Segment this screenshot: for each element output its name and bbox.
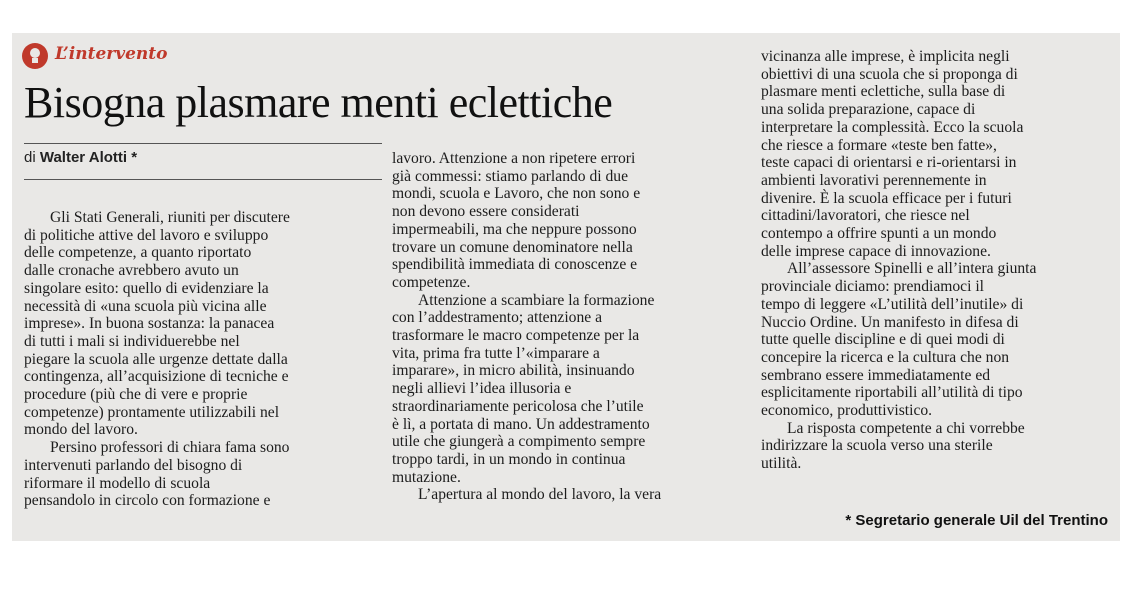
text-line: concepire la ricerca e la cultura che non [761, 348, 1010, 366]
byline-prefix: di [24, 149, 36, 166]
text-line: teste capaci di orientarsi e ri-orientarsi in [761, 154, 1017, 172]
text-line: indirizzare la scuola verso una sterile [761, 437, 993, 455]
byline-top-rule [24, 143, 382, 144]
text-line: esplicitamente riportabili all’utilità di tipo [761, 384, 1023, 402]
headline: Bisogna plasmare menti eclettiche [24, 78, 613, 127]
text-line: mondo del lavoro. [24, 421, 138, 439]
text-line: competenze. [392, 273, 471, 291]
text-line: Attenzione a scambiare la formazione [418, 291, 655, 309]
section-kicker: L’intervento [55, 44, 168, 64]
text-line: trasformare le macro competenze per la [392, 327, 640, 345]
text-line: una solida preparazione, capace di [761, 101, 976, 119]
text-line: lavoro. Attenzione a non ripetere errori [392, 150, 636, 167]
text-line: contingenza, all’acquisizione di tecniche e [24, 368, 289, 386]
text-line: procedure (più che di vere e proprie [24, 386, 248, 404]
text-line: tutte quelle discipline e di quei modi di [761, 331, 1005, 349]
text-line: delle imprese capace di innovazione. [761, 242, 991, 260]
text-line: trovare un comune denominatore nella [392, 238, 633, 256]
newspaper-clipping [12, 33, 1120, 541]
text-line: La risposta competente a chi vorrebbe [787, 419, 1025, 437]
text-line: è lì, a portata di mano. Un addestramento [392, 415, 650, 433]
text-line: plasmare menti eclettiche, sulla base di [761, 83, 1006, 101]
text-line: piegare la scuola alle urgenze dettate dalla [24, 350, 288, 368]
text-line: Persino professori di chiara fama sono [50, 439, 290, 457]
byline-mark: * [131, 149, 138, 166]
text-line: imparare», in micro abilità, insinuando [392, 362, 635, 380]
text-line: che riesce a formare «teste ben fatte», [761, 136, 997, 154]
article-column-2 [392, 150, 752, 504]
text-line: con l’addestramento; attenzione a [392, 309, 602, 327]
text-line: interpretare la complessità. Ecco la scuola [761, 118, 1024, 136]
text-line: tempo di leggere «L’utilità dell’inutile» di [761, 295, 1024, 313]
text-line: Gli Stati Generali, riuniti per discutere [50, 209, 290, 226]
text-line: competenze) prontamente utilizzabili nel [24, 403, 280, 421]
text-line: non devono essere considerati [392, 203, 580, 221]
text-line: delle competenze, a quanto riportato [24, 244, 252, 262]
text-line: divenire. È la scuola efficace per i futuri [761, 189, 1012, 207]
text-line: economico, produttivistico. [761, 402, 933, 420]
lightbulb-icon [22, 43, 48, 69]
text-line: straordinariamente pericolosa che l’utile [392, 397, 644, 415]
text-line: già commessi: stiamo parlando di due [392, 167, 629, 185]
byline [24, 149, 137, 166]
text-line: vicinanza alle imprese, è implicita negli [761, 48, 1010, 65]
text-line: All’assessore Spinelli e all’intera giunta [787, 260, 1037, 278]
text-line: intervenuti parlando del bisogno di [24, 456, 243, 474]
text-line: singolare esito: quello di evidenziare la [24, 279, 269, 297]
text-line: L’apertura al mondo del lavoro, la vera [418, 486, 662, 504]
text-line: riformare il modello di scuola [24, 474, 211, 492]
byline-author: Walter Alotti [39, 149, 128, 166]
text-line: Nuccio Ordine. Un manifesto in difesa di [761, 313, 1019, 331]
byline-bottom-rule [24, 179, 382, 180]
text-line: necessità di «una scuola più vicina alle [24, 297, 267, 315]
text-line: dalle cronache avrebbero avuto un [24, 262, 239, 280]
text-line: pensandolo in circolo con formazione e [24, 492, 271, 510]
text-line: impermeabili, ma che neppure possono [392, 220, 637, 238]
text-line: ambienti lavorativi perennemente in [761, 171, 987, 189]
text-line: sembrano essere immediatamente ed [761, 366, 991, 384]
text-line: utile che giungerà a compimento sempre [392, 433, 646, 451]
article-column-3 [761, 48, 1113, 473]
text-line: di tutti i mali si individuerebbe nel [24, 332, 240, 350]
text-line: cittadini/lavoratori, che riesce nel [761, 207, 970, 225]
text-line: mutazione. [392, 468, 461, 486]
text-line: troppo tardi, in un mondo in continua [392, 450, 626, 468]
text-line: obiettivi di una scuola che si proponga di [761, 65, 1018, 83]
author-footnote: * Segretario generale Uil del Trentino [845, 512, 1108, 529]
text-line: provinciale diciamo: prendiamoci il [761, 278, 985, 296]
text-line: contempo a offrire spunti a un mondo [761, 225, 997, 243]
text-line: di politiche attive del lavoro e sviluppo [24, 226, 269, 244]
text-line: vita, prima fra tutte l’«imparare a [392, 344, 600, 362]
text-line: imprese». In buona sostanza: la panacea [24, 315, 275, 333]
text-line: mondi, scuola e Lavoro, che non sono e [392, 185, 641, 203]
text-line: utilità. [761, 455, 802, 473]
text-line: negli allievi l’idea illusoria e [392, 380, 572, 398]
article-column-1 [24, 209, 384, 510]
text-line: spendibilità immediata di conoscenze e [392, 256, 638, 274]
